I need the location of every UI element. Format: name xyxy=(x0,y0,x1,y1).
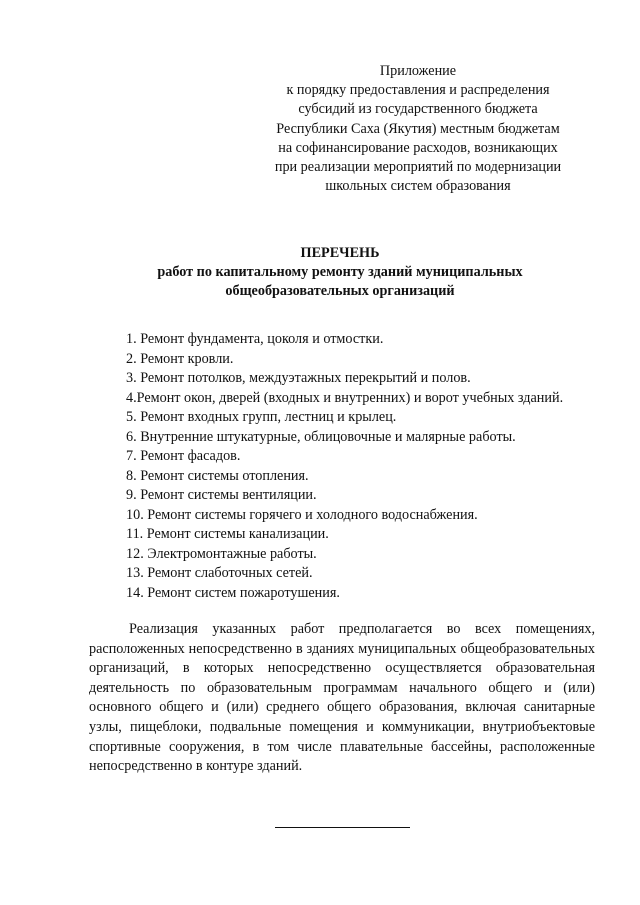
list-item: 6. Внутренние штукатурные, облицовочные и малярные работы. xyxy=(126,428,516,445)
appendix-line: при реализации мероприятий по модернизации xyxy=(274,159,562,176)
list-item: 13. Ремонт слаботочных сетей. xyxy=(126,565,313,581)
list-item: 4.Ремонт окон, дверей (входных и внутренних) и ворот учебных зданий. xyxy=(126,389,564,406)
appendix-line: на софинансирование расходов, возникающих xyxy=(278,139,558,156)
list-item: 14. Ремонт систем пожаротушения. xyxy=(126,584,340,601)
list-item: 12. Электромонтажные работы. xyxy=(126,545,317,562)
closing-divider xyxy=(275,827,410,828)
body-paragraph: Реализация указанных работ предполагается во всех помещениях, расположенных непосредственно в зданиях муниципальных общеобразовательных организаций, в которых непосредственно осуществляется образовательная деятельность по образовательным программам начального общего и (или) основного общего и (или) среднего общего образования, включая санитарные узлы, пищеблоки, подвальные помещения и коммуникации, внутриобъектовые спортивные сооружения, в том числе плавательные бассейны, расположенные непосредственно в контуре зданий. xyxy=(89,621,595,775)
title-subtitle-line: общеобразовательных организаций xyxy=(225,283,455,299)
list-item: 5. Ремонт входных групп, лестниц и крылец. xyxy=(126,409,397,425)
appendix-line: субсидий из государственного бюджета xyxy=(298,101,538,118)
list-item: 7. Ремонт фасадов. xyxy=(126,448,241,464)
appendix-header xyxy=(248,62,588,196)
document-title xyxy=(60,244,620,301)
appendix-line: Приложение xyxy=(379,63,457,79)
appendix-line: Республики Саха (Якутия) местным бюджетам xyxy=(276,120,560,137)
list-item: 8. Ремонт системы отопления. xyxy=(126,467,309,484)
appendix-line: к порядку предоставления и распределения xyxy=(286,82,550,99)
list-item: 10. Ремонт системы горячего и холодного водоснабжения. xyxy=(126,506,478,523)
title-subtitle-line: работ по капитальному ремонту зданий муниципальных xyxy=(157,264,523,280)
list-item: 11. Ремонт системы канализации. xyxy=(126,526,329,542)
title-heading: ПЕРЕЧЕНЬ xyxy=(300,245,380,261)
list-item: 1. Ремонт фундамента, цоколя и отмостки. xyxy=(126,331,384,347)
list-item: 9. Ремонт системы вентиляции. xyxy=(126,487,317,503)
list-item: 2. Ремонт кровли. xyxy=(126,350,234,367)
appendix-line: школьных систем образования xyxy=(325,178,511,195)
works-list xyxy=(126,330,616,603)
list-item: 3. Ремонт потолков, междуэтажных перекрытий и полов. xyxy=(126,370,471,386)
